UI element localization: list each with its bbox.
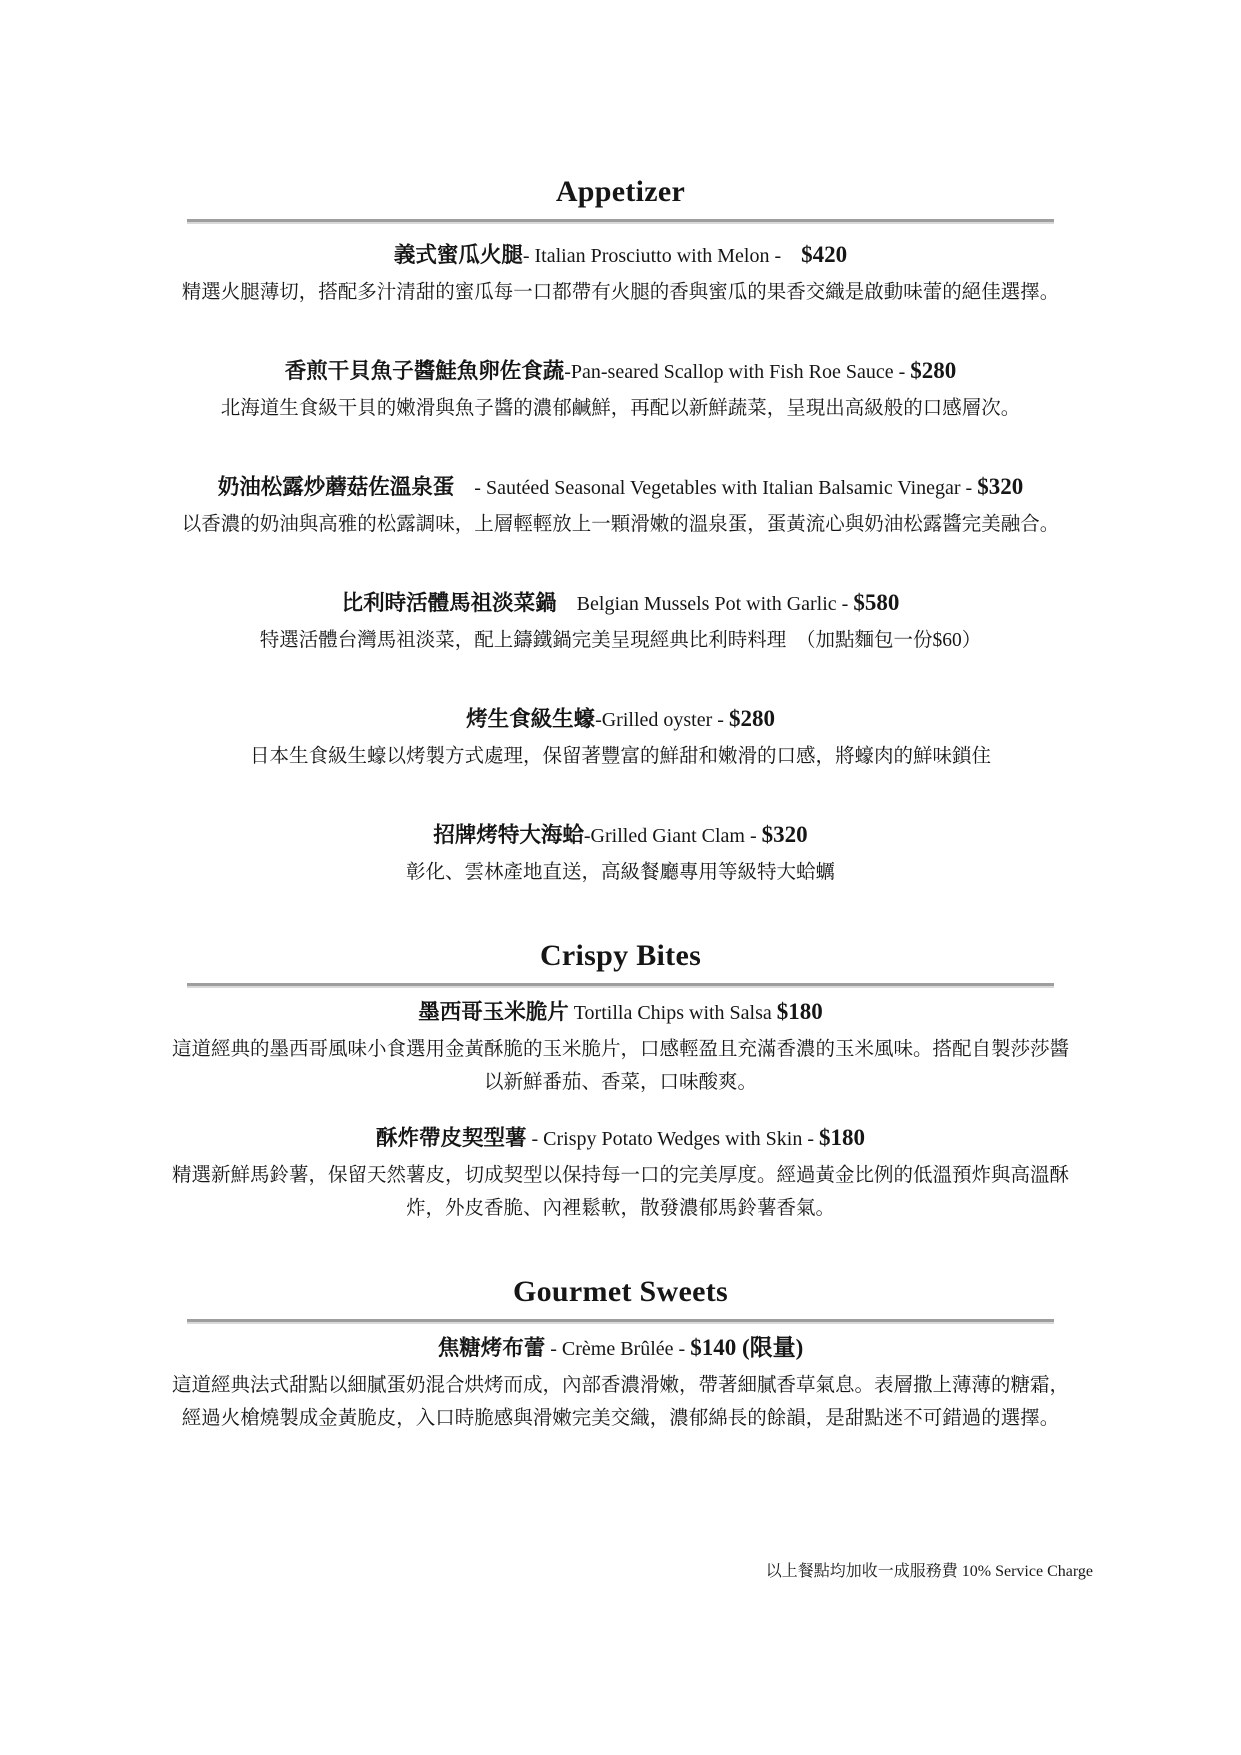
- menu-item-en-name: Belgian Mussels Pot with Garlic -: [556, 593, 854, 615]
- menu-item-zh-name: 奶油松露炒蘑菇佐溫泉蛋: [217, 475, 455, 499]
- menu-item-zh-name: 比利時活體馬祖淡菜鍋: [341, 591, 557, 615]
- menu-item-title: [150, 1333, 1091, 1364]
- menu-item-belgian-mussels-pot: [150, 588, 1091, 657]
- menu-item-zh-name: 烤生食級生蠔: [466, 707, 596, 731]
- menu-item-description: [150, 1033, 1091, 1099]
- menu-item-title: [150, 588, 1091, 619]
- menu-item-zh-name: 焦糖烤布蕾: [437, 1336, 546, 1360]
- description-line: 炸，外皮香脆、內裡鬆軟，散發濃郁馬鈴薯香氣。: [405, 1198, 835, 1219]
- menu-item-zh-name: 招牌烤特大海蛤: [433, 823, 584, 847]
- menu-item-grilled-oyster: [150, 704, 1091, 773]
- menu-item-description: 日本生食級生蠔以烤製方式處理，保留著豐富的鮮甜和嫩滑的口感，將蠔肉的鮮味鎖住: [249, 746, 991, 767]
- section-heading-crispy-bites: Crispy Bites: [539, 939, 702, 972]
- description-line: 精選新鮮馬鈴薯，保留天然薯皮，切成契型以保持每一口的完美厚度。經過黃金比例的低溫預炸與高溫酥: [171, 1165, 1069, 1186]
- menu-item-en-name: -Pan-seared Scallop with Fish Roe Sauce -: [564, 361, 911, 383]
- section-heading-gourmet-sweets: Gourmet Sweets: [513, 1275, 728, 1308]
- section-divider: [187, 219, 1054, 224]
- menu-item-description: 北海道生食級干貝的嫩滑與魚子醬的濃郁鹹鮮，再配以新鮮蔬菜，呈現出高級般的口感層次。: [220, 398, 1021, 419]
- menu-item-en-name: Tortilla Chips with Salsa: [568, 1002, 777, 1024]
- section-appetizer: [150, 0, 1091, 889]
- menu-item-tortilla-chips: [150, 997, 1091, 1099]
- menu-item-en-name: - Crispy Potato Wedges with Skin -: [526, 1128, 819, 1150]
- menu-item-price: $320: [761, 822, 808, 847]
- section-heading-appetizer: Appetizer: [555, 175, 686, 208]
- description-line: 這道經典法式甜點以細膩蛋奶混合烘烤而成，內部香濃滑嫩，帶著細膩香草氣息。表層撒上薄薄的糖霜，: [171, 1375, 1069, 1396]
- menu-item-zh-name: 香煎干貝魚子醬鮭魚卵佐食蔬: [284, 359, 565, 383]
- section-divider: [187, 1319, 1054, 1324]
- menu-page: [150, 0, 1091, 1435]
- menu-item-potato-wedges: [150, 1123, 1091, 1225]
- menu-item-description: 精選火腿薄切，搭配多汁清甜的蜜瓜每一口都帶有火腿的香與蜜瓜的果香交織是啟動味蕾的絕佳選擇。: [181, 282, 1060, 303]
- menu-item-prosciutto-melon: [150, 240, 1091, 309]
- menu-item-en-name: -Grilled Giant Clam -: [583, 825, 762, 847]
- menu-item-title: [150, 997, 1091, 1028]
- menu-item-title: [150, 356, 1091, 387]
- menu-item-truffle-mushroom-egg: [150, 472, 1091, 541]
- menu-item-title: [150, 240, 1091, 271]
- menu-item-title: [150, 1123, 1091, 1154]
- menu-item-zh-name: 義式蜜瓜火腿: [393, 243, 523, 267]
- menu-item-limited-badge: (限量): [736, 1335, 804, 1360]
- menu-item-price: $580: [853, 590, 900, 615]
- menu-item-description: 特選活體台灣馬祖淡菜，配上鑄鐵鍋完美呈現經典比利時料理 （加點麵包一份$60）: [259, 630, 982, 651]
- menu-item-price: $280: [910, 358, 957, 383]
- menu-item-en-name: - Crème Brûlée -: [545, 1338, 691, 1360]
- section-items: [150, 1333, 1091, 1435]
- menu-item-en-name: - Sautéed Seasonal Vegetables with Italian Balsamic Vinegar -: [454, 477, 978, 499]
- menu-item-grilled-giant-clam: [150, 820, 1091, 889]
- description-line: 以新鮮番茄、香菜，口味酸爽。: [483, 1072, 757, 1093]
- menu-item-price: $180: [818, 1125, 865, 1150]
- menu-item-zh-name: 酥炸帶皮契型薯: [376, 1126, 527, 1150]
- menu-item-en-name: - Italian Prosciutto with Melon -: [522, 245, 802, 267]
- section-divider: [187, 983, 1054, 988]
- menu-item-description: [150, 1369, 1091, 1435]
- section-items: [150, 240, 1091, 889]
- section-gourmet-sweets: [150, 1275, 1091, 1435]
- menu-item-price: $180: [776, 999, 823, 1024]
- menu-item-description: [150, 1159, 1091, 1225]
- menu-item-creme-brulee: [150, 1333, 1091, 1435]
- menu-item-scallop-fish-roe: [150, 356, 1091, 425]
- menu-item-description: 以香濃的奶油與高雅的松露調味，上層輕輕放上一顆滑嫩的溫泉蛋，蛋黃流心與奶油松露醬完美融合。: [181, 514, 1060, 535]
- section-items: [150, 997, 1091, 1225]
- description-line: 這道經典的墨西哥風味小食選用金黃酥脆的玉米脆片，口感輕盈且充滿香濃的玉米風味。搭配自製莎莎醬: [171, 1039, 1069, 1060]
- menu-item-zh-name: 墨西哥玉米脆片: [418, 1000, 569, 1024]
- menu-item-price: $280: [728, 706, 775, 731]
- menu-item-description: 彰化、雲林產地直送，高級餐廳專用等級特大蛤蠣: [405, 862, 835, 883]
- description-line: 經過火槍燒製成金黃脆皮，入口時脆感與滑嫩完美交織，濃郁綿長的餘韻，是甜點迷不可錯過的選擇。: [181, 1408, 1060, 1429]
- service-charge-note: 以上餐點均加收一成服務費 10% Service Charge: [765, 1563, 1093, 1580]
- menu-item-price: $320: [977, 474, 1024, 499]
- menu-item-price: $140: [690, 1335, 737, 1360]
- menu-item-title: [150, 820, 1091, 851]
- menu-item-title: [150, 704, 1091, 735]
- section-crispy-bites: [150, 939, 1091, 1225]
- menu-item-price: $420: [801, 242, 848, 267]
- menu-item-title: [150, 472, 1091, 503]
- menu-item-en-name: -Grilled oyster -: [595, 709, 729, 731]
